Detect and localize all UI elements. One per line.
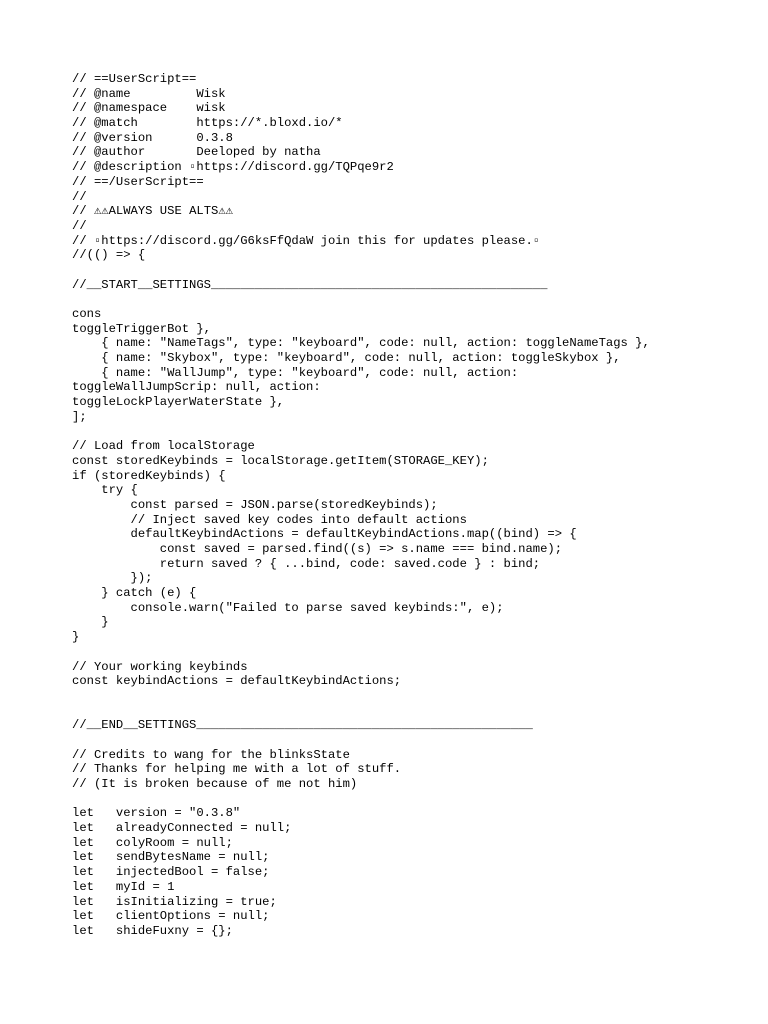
code-line: { name: "WallJump", type: "keyboard", code: null, action: — [72, 365, 519, 380]
code-line: // Credits to wang for the blinksState — [72, 747, 350, 762]
code-line: // ▫https://discord.gg/G6ksFfQdaW join this for updates please.▫ — [72, 233, 541, 248]
code-line: const keybindActions = defaultKeybindActions; — [72, 674, 402, 689]
code-line: //(() => { — [72, 248, 146, 263]
code-line: let shideFuxny = {}; — [72, 923, 233, 938]
code-line: let colyRoom = null; — [72, 835, 233, 850]
code-line: try { — [72, 483, 138, 498]
code-line: // @author Deeloped by natha — [72, 145, 321, 160]
code-line: // (It is broken because of me not him) — [72, 777, 358, 791]
code-line — [72, 733, 728, 748]
code-line: ]; — [72, 409, 87, 424]
code-line: let alreadyConnected = null; — [72, 821, 292, 836]
code-line: // — [72, 218, 87, 233]
code-line: let clientOptions = null; — [72, 909, 270, 924]
code-line: // @match https://*.bloxd.io/* — [72, 116, 343, 131]
code-line — [72, 704, 728, 719]
code-line: // Inject saved key codes into default actions — [72, 512, 467, 527]
code-line: // Load from localStorage — [72, 439, 255, 454]
code-line: //__START__SETTINGS______________________________________________ — [72, 277, 548, 292]
code-line: // Your working keybinds — [72, 659, 248, 674]
code-line: cons — [72, 307, 102, 321]
code-line: // ⚠⚠ALWAYS USE ALTS⚠⚠ — [72, 204, 233, 219]
code-line — [72, 792, 728, 807]
code-line: // ==UserScript== — [72, 72, 197, 86]
code-line: //__END__SETTINGS______________________________________________ — [72, 718, 533, 733]
code-line — [72, 689, 728, 704]
code-line — [72, 263, 728, 278]
code-line: // @description ▫https://discord.gg/TQPqe9r2 — [72, 160, 394, 175]
code-line: toggleLockPlayerWaterState }, — [72, 395, 285, 410]
code-line: let version = "0.3.8" — [72, 806, 241, 821]
code-line: toggleTriggerBot }, — [72, 321, 211, 336]
code-line: } catch (e) { — [72, 586, 197, 601]
code-line: return saved ? { ...bind, code: saved.code } : bind; — [72, 556, 541, 571]
code-document — [72, 72, 728, 939]
code-line: if (storedKeybinds) { — [72, 468, 226, 483]
code-line: let myId = 1 — [72, 879, 175, 894]
code-line: toggleWallJumpScrip: null, action: — [72, 380, 321, 395]
code-line: { name: "NameTags", type: "keyboard", code: null, action: toggleNameTags }, — [72, 336, 650, 351]
code-line: // ==/UserScript== — [72, 174, 204, 189]
code-line: defaultKeybindActions = defaultKeybindActions.map((bind) => { — [72, 527, 577, 542]
code-line — [72, 645, 728, 660]
code-line: const saved = parsed.find((s) => s.name === bind.name); — [72, 542, 563, 556]
code-line: // @version 0.3.8 — [72, 130, 233, 145]
code-line: console.warn("Failed to parse saved keybinds:", e); — [72, 600, 504, 615]
code-line: let isInitializing = true; — [72, 894, 277, 909]
code-line: let sendBytesName = null; — [72, 850, 270, 865]
code-line: } — [72, 615, 109, 630]
code-line: let injectedBool = false; — [72, 865, 270, 880]
code-line: const parsed = JSON.parse(storedKeybinds); — [72, 497, 438, 512]
code-line: { name: "Skybox", type: "keyboard", code: null, action: toggleSkybox }, — [72, 351, 621, 366]
code-line: } — [72, 630, 80, 645]
code-line: // — [72, 189, 87, 204]
code-line — [72, 425, 728, 440]
code-line: }); — [72, 571, 153, 586]
code-line: // @name Wisk — [72, 86, 226, 101]
code-line: // Thanks for helping me with a lot of stuff. — [72, 762, 402, 777]
code-line: const storedKeybinds = localStorage.getItem(STORAGE_KEY); — [72, 453, 489, 468]
code-line: // @namespace wisk — [72, 101, 226, 116]
code-line — [72, 292, 728, 307]
